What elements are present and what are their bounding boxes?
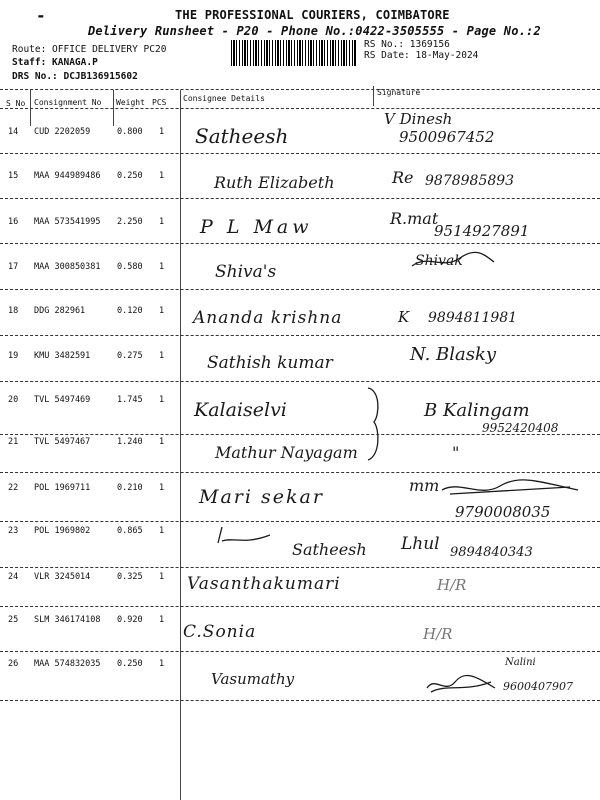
consignee-name: Vasumathy [211,670,295,688]
row-pcs: 1 [159,526,165,536]
row-sno: 24 [8,572,19,582]
row-pcs: 1 [159,306,165,316]
row-weight: 0.250 [117,659,143,669]
row-sno: 22 [8,483,19,493]
signature: R.mat [390,209,439,228]
row-consignment: POL 1969802 [34,526,91,536]
row-consignment: SLM 346174108 [34,615,101,625]
rs-date-label: RS Date: 18-May-2024 [364,50,479,61]
signature: Re [392,168,414,187]
consignee-name: Kalaiselvi [194,399,287,421]
row-weight: 0.865 [117,526,143,536]
signature: Nalini [505,657,536,668]
phone-handwritten: 9600407907 [503,680,573,693]
row-rule [0,289,600,290]
signature: " [452,443,460,462]
row-rule [0,153,600,154]
drs-label: DRS No.: DCJB136915602 [12,71,138,82]
row-sno: 15 [8,171,19,181]
consignee-name: Satheesh [195,124,289,148]
row-pcs: 1 [159,615,165,625]
consignee-name: P L Maw [200,216,313,238]
page-subtitle: Delivery Runsheet - P20 - Phone No.:0422-3505555 - Page No.:2 [88,24,541,38]
row-rule [0,521,600,522]
row-weight: 0.275 [117,351,143,361]
row-consignment: DDG 282961 [34,306,86,316]
row-pcs: 1 [159,572,165,582]
col-pcs: PCS [152,98,167,107]
col-signature: Signature [377,88,421,97]
consignee-name: Mari sekar [199,486,324,508]
row-sno: 25 [8,615,19,625]
signature: Lhul [401,534,440,554]
phone-handwritten: 9952420408 [482,421,559,435]
row-consignment: CUD 2202059 [34,127,91,137]
row-pcs: 1 [159,217,165,227]
phone-handwritten: 9500967452 [399,128,495,146]
row-rule [0,472,600,473]
phone-handwritten: 9894811981 [428,310,518,326]
row-rule [0,700,600,701]
row-sno: 23 [8,526,19,536]
rs-no-label: RS No.: 1369156 [364,39,450,50]
consignee-name: Shiva's [215,262,277,282]
details-divider [180,90,181,800]
col-weight: Weight [116,98,145,107]
row-pcs: 1 [159,351,165,361]
row-pcs: 1 [159,659,165,669]
header-mark: - [36,6,46,25]
signature: K [398,308,410,326]
row-rule [0,434,600,435]
row-sno: 19 [8,351,19,361]
row-consignment: VLR 3245014 [34,572,91,582]
signature: V Dinesh [384,110,453,128]
row-weight: 0.800 [117,127,143,137]
row-sno: 20 [8,395,19,405]
row-consignment: KMU 3482591 [34,351,91,361]
row-rule [0,651,600,652]
row-pcs: 1 [159,395,165,405]
phone-handwritten: 9894840343 [450,545,533,560]
consignee-name: Ruth Elizabeth [214,173,335,192]
signature: mm [409,476,440,495]
row-consignment: MAA 574832035 [34,659,101,669]
signature: H/R [423,625,453,643]
col-details: Consignee Details [183,94,265,103]
signature-scribble [214,523,274,547]
consignee-name: Ananda krishna [193,308,343,328]
col-divider [30,90,31,126]
row-sno: 21 [8,437,19,447]
row-rule [0,243,600,244]
row-rule [0,567,600,568]
row-consignment: MAA 300850381 [34,262,101,272]
consignee-name: Sathish kumar [207,353,333,373]
signature: Shivak [415,253,463,269]
signature-scribble [425,674,497,696]
row-sno: 16 [8,217,19,227]
route-label: Route: OFFICE DELIVERY PC20 [12,44,167,55]
row-weight: 0.210 [117,483,143,493]
signature: H/R [437,576,467,594]
row-pcs: 1 [159,127,165,137]
row-weight: 2.250 [117,217,143,227]
col-sno: S No [6,99,26,108]
row-weight: 1.240 [117,437,143,447]
col-divider [113,90,114,126]
row-pcs: 1 [159,171,165,181]
row-weight: 0.580 [117,262,143,272]
consignee-name: Mathur Nayagam [215,443,358,462]
sig-divider [373,86,374,106]
row-sno: 14 [8,127,19,137]
brace-mark [364,384,384,464]
row-rule [0,606,600,607]
row-weight: 0.325 [117,572,143,582]
row-consignment: POL 1969711 [34,483,91,493]
staff-label: Staff: KANAGA.P [12,57,98,68]
row-sno: 26 [8,659,19,669]
consignee-name: C.Sonia [183,622,257,642]
row-pcs: 1 [159,483,165,493]
signature-scribble [440,478,580,500]
consignee-name: Satheesh [292,540,367,559]
row-sno: 17 [8,262,19,272]
row-rule [0,381,600,382]
row-rule [0,198,600,199]
col-consignment: Consignment No [34,98,102,107]
barcode [231,40,357,66]
row-weight: 0.120 [117,306,143,316]
consignee-name: Vasanthakumari [187,574,341,594]
phone-handwritten: 9878985893 [425,173,515,189]
row-consignment: TVL 5497467 [34,437,91,447]
signature-scribble [408,250,498,272]
row-pcs: 1 [159,437,165,447]
row-pcs: 1 [159,262,165,272]
row-consignment: MAA 573541995 [34,217,101,227]
row-weight: 0.920 [117,615,143,625]
header-top-rule [0,89,600,90]
row-weight: 0.250 [117,171,143,181]
row-consignment: MAA 944989486 [34,171,101,181]
row-rule [0,335,600,336]
page-title: THE PROFESSIONAL COURIERS, COIMBATORE [175,8,450,22]
row-consignment: TVL 5497469 [34,395,91,405]
row-sno: 18 [8,306,19,316]
phone-handwritten: 9790008035 [455,503,551,521]
signature: B Kalingam [424,400,530,421]
row-weight: 1.745 [117,395,143,405]
signature: N. Blasky [410,344,497,365]
phone-handwritten: 9514927891 [434,222,530,240]
header-bottom-rule [0,108,600,109]
